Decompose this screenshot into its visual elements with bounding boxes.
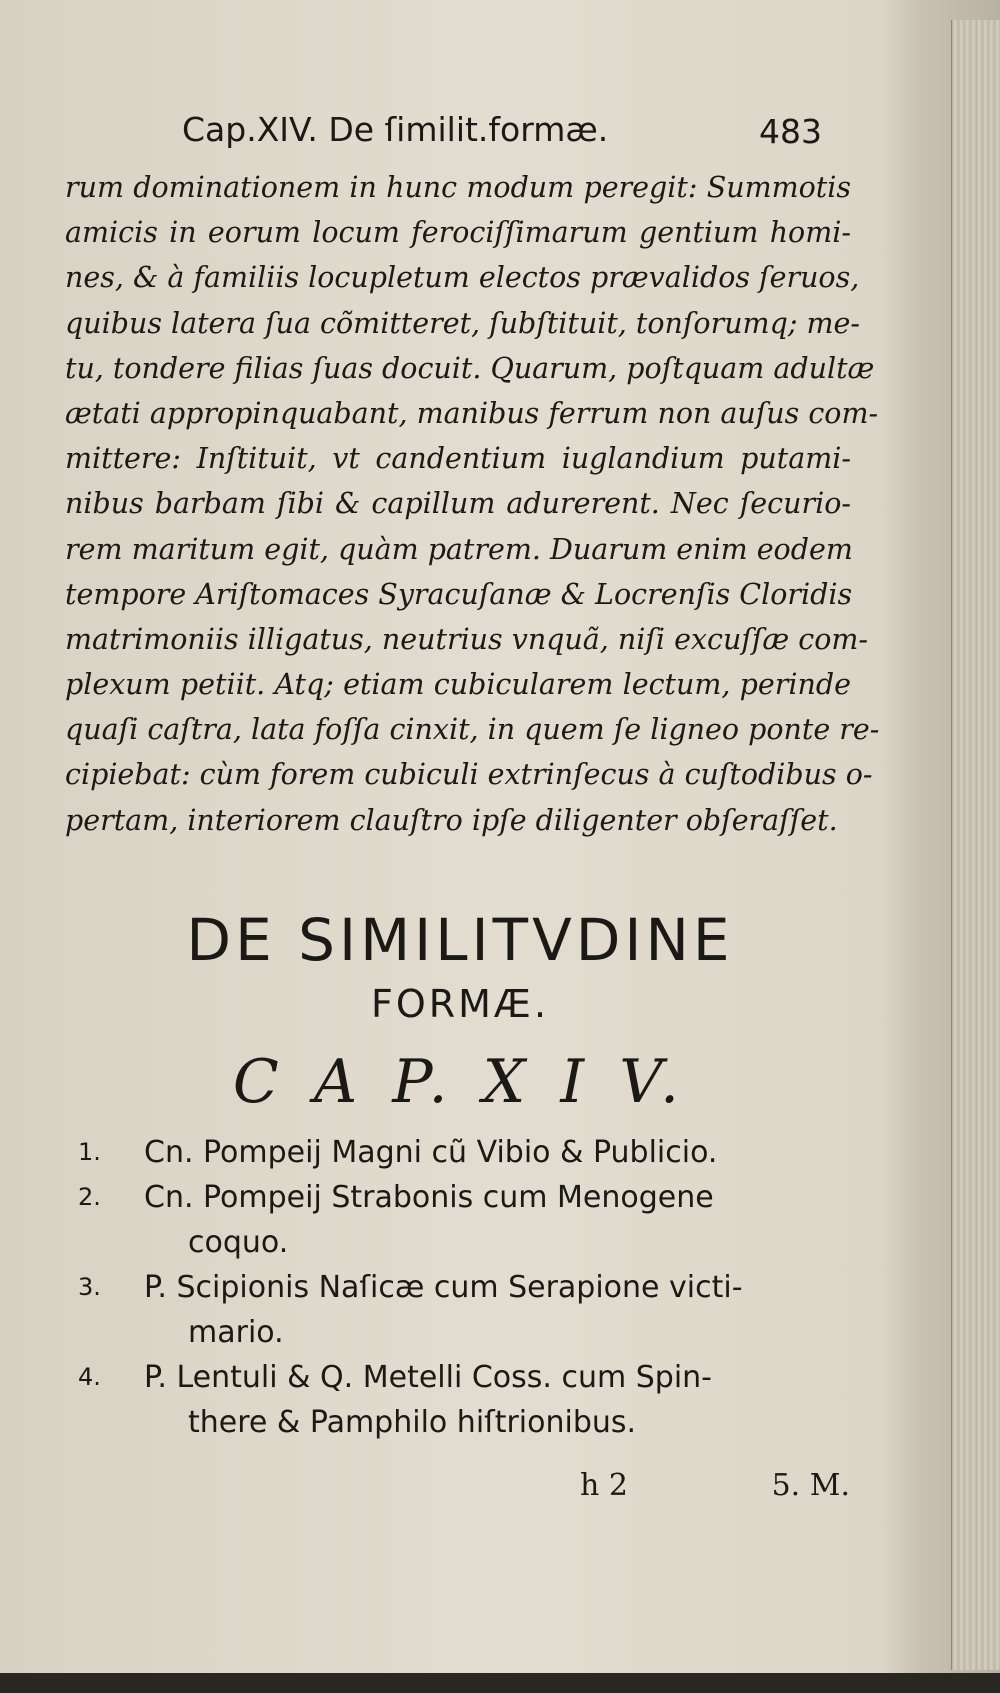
item-number: 3. — [78, 1273, 101, 1301]
chapter-number: C A P. X I V. — [232, 1047, 688, 1117]
body-line: nibus barbam ſibi & capillum adurerent. Nec ſecurio- — [65, 487, 851, 521]
body-line: pertam, interiorem clauſtro ipſe diligenter obſeraſſet. — [65, 803, 838, 837]
body-line: quibus latera ſua cõmitteret, ſubſtituit, tonſorumq; me- — [65, 306, 861, 340]
body-line: rum dominationem in hunc modum peregit: Summotis — [65, 171, 851, 204]
item-number: 1. — [78, 1138, 101, 1166]
item-text-continuation: mario. — [188, 1315, 284, 1350]
page-footer — [560, 1468, 850, 1518]
signature-mark: h 2 — [580, 1468, 628, 1503]
list-item — [78, 1265, 858, 1355]
running-head — [182, 110, 822, 160]
body-line: amicis in eorum locum ferociſſimarum gentium homi- — [65, 216, 851, 250]
body-line: mittere: Inſtituit, vt candentium iuglandium putami- — [65, 442, 851, 476]
scan-border — [0, 1673, 1000, 1693]
body-line: tu, tondere filias ſuas docuit. Quarum, poſtquam adultæ — [65, 351, 875, 385]
body-line: ætati appropinquabant, manibus ferrum non auſus com- — [65, 396, 879, 430]
item-text-continuation: there & Pamphilo hiſtrionibus. — [188, 1405, 637, 1440]
list-item — [78, 1130, 858, 1175]
item-text: P. Lentuli & Q. Metelli Coss. cum Spin- — [144, 1360, 713, 1395]
list-item — [78, 1355, 858, 1445]
chapter-contents-list — [78, 1130, 858, 1445]
item-text: P. Scipionis Naſicæ cum Serapione victi- — [144, 1270, 743, 1305]
list-item — [78, 1175, 858, 1265]
body-line: rem maritum egit, quàm patrem. Duarum enim eodem — [65, 532, 853, 566]
body-line: nes, & à familiis locupletum electos prævalidos ſeruos, — [65, 261, 860, 295]
item-text: Cn. Pompeij Magni cũ Vibio & Publicio. — [144, 1135, 718, 1170]
chapter-title-line1: DE SIMILITVDINE — [186, 906, 734, 974]
page-number: 483 — [759, 112, 822, 151]
item-text-continuation: coquo. — [188, 1225, 289, 1260]
body-line: plexum petiit. Atq; etiam cubicularem lectum, perinde — [65, 668, 851, 702]
chapter-heading — [60, 905, 860, 1127]
body-line: tempore Ariſtomaces Syracuſanæ & Locrenſis Cloridis — [65, 577, 853, 611]
page-edge — [951, 20, 1000, 1670]
running-head-title: Cap.XIV. De ſimilit.formæ. — [182, 110, 609, 149]
item-number: 4. — [78, 1363, 101, 1391]
body-line: cipiebat: cùm forem cubiculi extrinſecus à cuſtodibus o- — [65, 758, 873, 792]
body-line: quaſi caſtra, lata foſſa cinxit, in quem ſe ligneo ponte re- — [65, 713, 880, 747]
catchword: 5. M. — [771, 1468, 850, 1503]
body-line: matrimoniis illigatus, neutrius vnquã, niſi excuſſæ com- — [65, 622, 869, 656]
item-text: Cn. Pompeij Strabonis cum Menogene — [144, 1180, 714, 1215]
body-paragraph — [65, 165, 880, 843]
chapter-title-line2: FORMÆ. — [370, 982, 550, 1026]
item-number: 2. — [78, 1183, 101, 1211]
